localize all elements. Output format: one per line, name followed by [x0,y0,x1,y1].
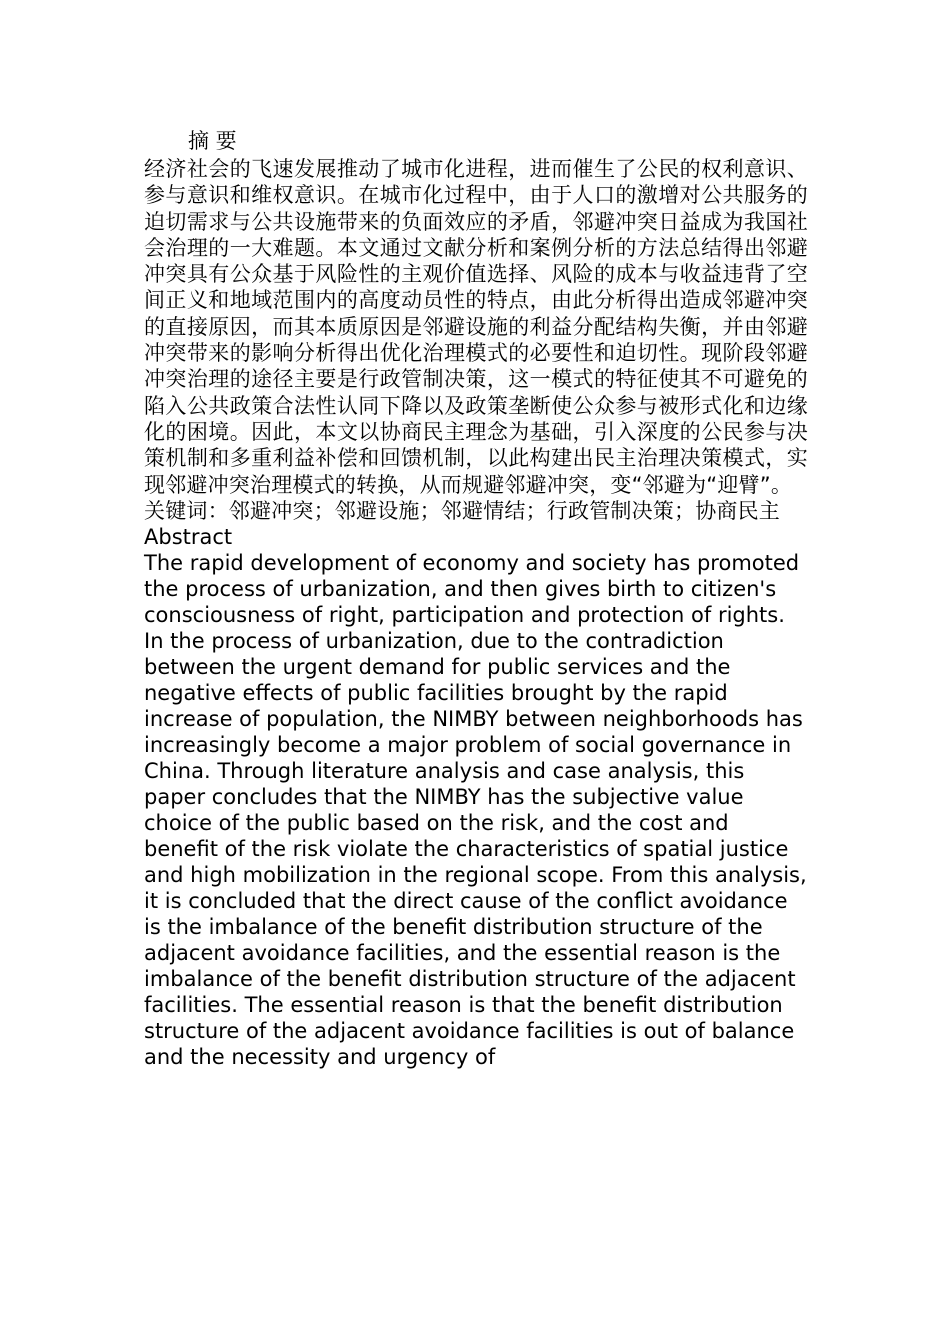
chinese-abstract-body: 经济社会的飞速发展推动了城市化进程，进而催生了公民的权利意识、参与意识和维权意识。在城市化过程中，由于人口的激增对公共服务的迫切需求与公共设施带来的负面效应的矛盾，邻避冲突日益成为我国社会治理的一大难题。本文通过文献分析和案例分析的方法总结得出邻避冲突具有公众基于风险性的主观价值选择、风险的成本与收益违背了空间正义和地域范围内的高度动员性的特点，由此分析得出造成邻避冲突的直接原因，而其本质原因是邻避设施的利益分配结构失衡，并由邻避冲突带来的影响分析得出优化治理模式的必要性和迫切性。现阶段邻避冲突治理的途径主要是行政管制决策，这一模式的特征使其不可避免的陷入公共政策合法性认同下降以及政策垄断使公众参与被形式化和边缘化的困境。因此，本文以协商民主理念为基础，引入深度的公民参与决策机制和多重利益补偿和回馈机制，以此构建出民主治理决策模式，实现邻避冲突治理模式的转换，从而规避邻避冲突，变“邻避为“迎臂”。 [144,157,808,497]
english-abstract-body: The rapid development of economy and society has promoted the process of urbanization, and then gives birth to citizen's consciousness of right, participation and protection of rights. In the process of urbanization, due to the contradiction between the urgent demand for public services and the negative effects of public facilities brought by the rapid increase of population, the NIMBY between neighborhoods has increasingly become a major problem of social governance in China. Through literature analysis and case analysis, this paper concludes that the NIMBY has the subjective value choice of the public based on the risk, and the cost and benefit of the risk violate the characteristics of spatial justice and high mobilization in the regional scope. From this analysis, it is concluded that the direct cause of the conflict avoidance is the imbalance of the benefit distribution structure of the adjacent avoidance facilities, and the essential reason is the imbalance of the benefit distribution structure of the adjacent facilities. The essential reason is that the benefit distribution structure of the adjacent avoidance facilities is out of balance and the necessity and urgency of [144,551,807,1070]
chinese-abstract-heading: 摘 要 [188,129,237,153]
chinese-keywords: 关键词：邻避冲突；邻避设施；邻避情结；行政管制决策；协商民主 [144,498,780,523]
document-content [144,126,808,1070]
english-abstract-heading: Abstract [144,525,233,550]
